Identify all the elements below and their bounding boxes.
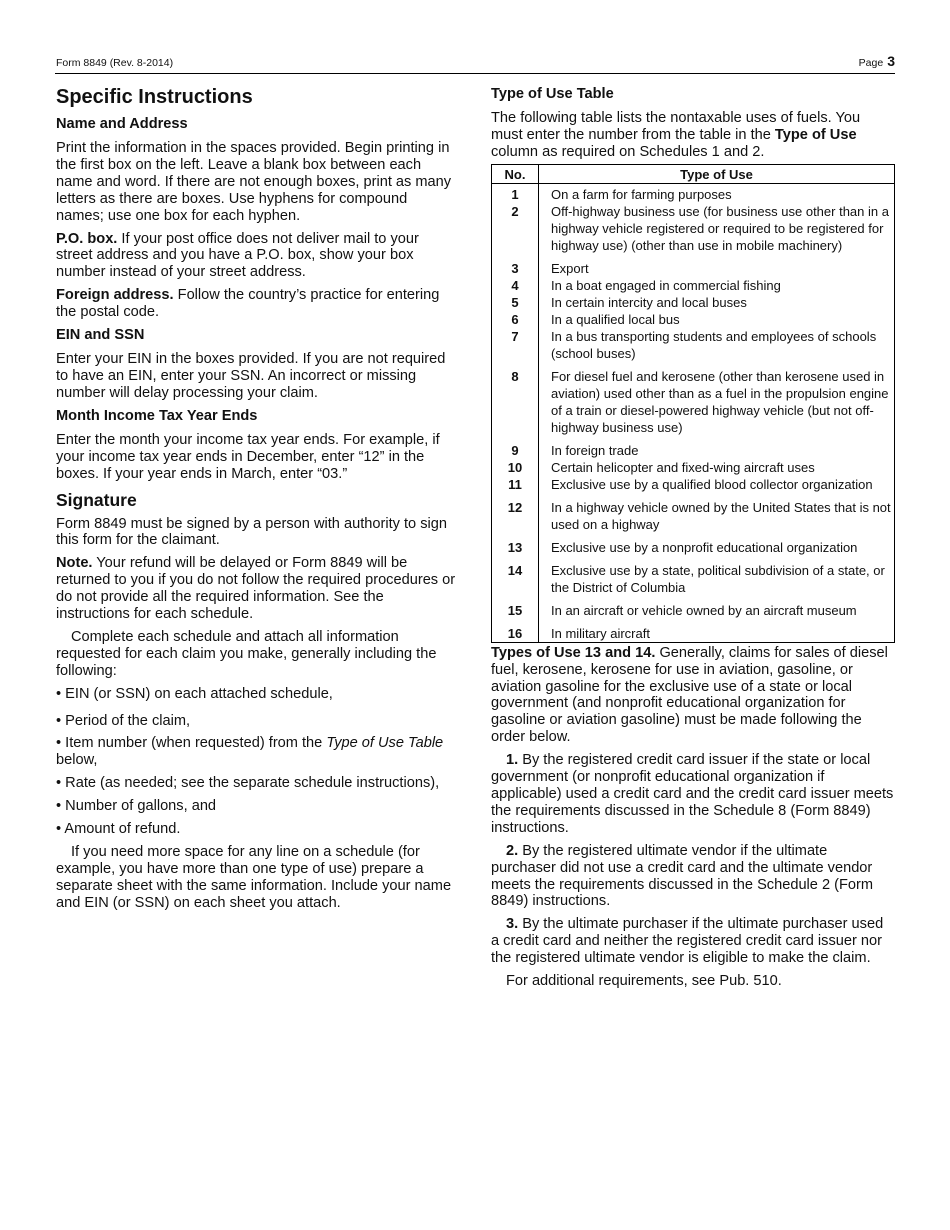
table-row	[492, 499, 895, 539]
row-type-of-use: On a farm for farming purposes	[551, 186, 732, 202]
foreign-address-paragraph	[56, 287, 456, 321]
row-number: 14	[492, 562, 539, 602]
order-item-2-text: By the registered ultimate vendor if the ultimate purchaser did not use a credit card and the ultimate vendor meets the requirements discussed in the Schedule 2 (Form 8849) instructions.	[491, 842, 874, 910]
table-intro	[491, 110, 895, 161]
row-number: 8	[492, 368, 539, 442]
table-intro-pre: The following table lists the nontaxable uses of fuels. You must enter the number from the table in the	[491, 110, 861, 143]
page-label: Page	[858, 57, 884, 69]
table-row	[492, 539, 895, 562]
table-row	[492, 277, 895, 294]
page-number: 3	[887, 53, 895, 69]
bullet-item-number	[56, 735, 456, 769]
additional-requirements: For additional requirements, see Pub. 510.	[506, 973, 782, 990]
bullet-refund: • Amount of refund.	[56, 821, 181, 838]
table-row	[492, 203, 895, 260]
types-13-14-paragraph	[491, 645, 895, 746]
table-header-row	[492, 164, 895, 183]
page-indicator	[859, 53, 895, 69]
complete-text: Complete each schedule and attach all information requested for each claim you make, generally including the following:	[56, 628, 437, 679]
row-type-of-use: In a bus transporting students and employees of schools (school buses)	[551, 328, 877, 361]
bullet-item-number-pre: • Item number (when requested) from the	[56, 735, 327, 752]
table-row	[492, 183, 895, 203]
table-intro-post: column as required on Schedules 1 and 2.	[491, 143, 765, 160]
bullet-rate: • Rate (as needed; see the separate schedule instructions),	[56, 775, 440, 792]
name-address-text: Print the information in the spaces provided. Begin printing in the first box on the left. Leave a blank box between each name and word. If there are not enough boxes, print as many letters as there are boxes. Use hyphens for compound names; use one box for each hyphen.	[56, 140, 452, 224]
row-number: 16	[492, 625, 539, 643]
table-row	[492, 311, 895, 328]
table-intro-bold: Type of Use	[774, 126, 857, 143]
note-paragraph	[56, 555, 456, 623]
header-rule	[55, 73, 895, 74]
row-type-of-use: In a qualified local bus	[551, 311, 680, 327]
row-number: 7	[492, 328, 539, 368]
table-title: Type of Use Table	[491, 86, 614, 102]
table-row	[492, 294, 895, 311]
po-box-paragraph	[56, 231, 456, 282]
left-column	[56, 84, 456, 918]
row-type-of-use: Exclusive use by a nonprofit educational organization	[551, 539, 858, 555]
col-header-no: No.	[492, 164, 539, 183]
order-item-3-num: 3.	[506, 916, 519, 933]
table-row	[492, 328, 895, 368]
table-row	[492, 368, 895, 442]
row-number: 12	[492, 499, 539, 539]
row-number: 13	[492, 539, 539, 562]
row-type-of-use: Exclusive use by a qualified blood collector organization	[551, 476, 873, 492]
month-text: Enter the month your income tax year ends. For example, if your income tax year ends in December, enter “12” in the boxes. If your year ends in March, enter “03.”	[56, 431, 440, 482]
signature-text: Form 8849 must be signed by a person with authority to sign this form for the claimant.	[56, 515, 447, 549]
row-number: 4	[492, 277, 539, 294]
order-item-1	[491, 752, 895, 837]
order-item-3-text: By the ultimate purchaser if the ultimate purchaser used a credit card and neither the registered credit card issuer nor the registered ultimate vendor is eligible to make the claim.	[491, 916, 884, 967]
row-type-of-use: Exclusive use by a state, political subdivision of a state, or the District of Columbia	[551, 562, 885, 595]
row-number: 3	[492, 260, 539, 277]
types-13-14-lead: Types of Use 13 and 14.	[491, 644, 656, 661]
order-item-1-text: By the registered credit card issuer if the state or local government (or nonprofit educational organization if applicable) used a credit card and the credit card issuer meets the requirements discussed in the Schedule 8 (Form 8849) instructions.	[491, 752, 894, 836]
row-number: 5	[492, 294, 539, 311]
section-title: Specific Instructions	[56, 86, 253, 108]
foreign-address-text: Follow the country’s practice for entering the postal code.	[56, 287, 440, 321]
note-text: Your refund will be delayed or Form 8849 will be returned to you if you do not follow the required procedures or do not provide all the required information. See the instructions for each schedule.	[56, 555, 456, 623]
po-box-text: If your post office does not deliver mail to your street address and you have a P.O. box, show your box number instead of your street address.	[56, 230, 419, 281]
form-label: Form 8849 (Rev. 8-2014)	[56, 57, 174, 69]
bullet-item-number-italic: Type of Use Table	[326, 735, 444, 752]
bullet-gallons: • Number of gallons, and	[56, 798, 217, 815]
row-type-of-use: In a highway vehicle owned by the United States that is not used on a highway	[551, 499, 891, 532]
table-row	[492, 562, 895, 602]
row-type-of-use: In an aircraft or vehicle owned by an aircraft museum	[551, 602, 857, 618]
types-13-14-text: Generally, claims for sales of diesel fuel, kerosene, kerosene for use in aviation, gasoline, or aviation gasoline for the exclusive use of a state or local government (and nonprofit educational organization for gasoline or aviation gasoline) must be made following the order below.	[491, 644, 888, 746]
row-number: 11	[492, 476, 539, 499]
ein-ssn-heading: EIN and SSN	[56, 327, 145, 344]
month-heading: Month Income Tax Year Ends	[56, 407, 258, 424]
signature-heading: Signature	[56, 489, 137, 510]
row-number: 9	[492, 442, 539, 459]
note-lead: Note.	[56, 555, 93, 572]
bullet-item-number-post: below,	[56, 752, 98, 769]
order-item-2	[491, 843, 895, 911]
order-item-3	[491, 916, 895, 967]
row-type-of-use: In a boat engaged in commercial fishing	[551, 277, 781, 293]
row-type-of-use: Certain helicopter and fixed-wing aircraft uses	[551, 459, 815, 475]
foreign-address-lead: Foreign address.	[56, 287, 174, 304]
row-type-of-use: In military aircraft	[551, 625, 650, 641]
row-number: 6	[492, 311, 539, 328]
table-row	[492, 260, 895, 277]
row-number: 10	[492, 459, 539, 476]
order-item-1-num: 1.	[506, 752, 519, 769]
row-type-of-use: In certain intercity and local buses	[551, 294, 747, 310]
row-type-of-use: Off-highway business use (for business use other than in a highway vehicle registered or required to be registered for highway use) (other than use in mobile machinery)	[551, 203, 889, 253]
more-space-text: If you need more space for any line on a schedule (for example, you have more than one type of use) prepare a separate sheet with the same information. Include your name and EIN (or SSN) on each sheet you attach.	[56, 844, 452, 911]
right-column	[491, 86, 895, 996]
bullet-period: • Period of the claim,	[56, 712, 191, 729]
col-header-type: Type of Use	[539, 164, 895, 183]
table-row	[492, 602, 895, 625]
table-row	[492, 442, 895, 459]
table-row	[492, 459, 895, 476]
row-type-of-use: Export	[551, 260, 589, 276]
row-number: 15	[492, 602, 539, 625]
row-number: 1	[492, 183, 539, 203]
row-number: 2	[492, 203, 539, 260]
ein-ssn-text: Enter your EIN in the boxes provided. If you are not required to have an EIN, enter your SSN. An incorrect or missing number will delay processing your claim.	[56, 351, 446, 401]
row-type-of-use: For diesel fuel and kerosene (other than kerosene used in aviation) used other than as a fuel in the propulsion engine of a train or diesel-powered highway vehicle (but not off-highway business use)	[551, 368, 889, 435]
name-address-heading: Name and Address	[56, 116, 188, 132]
po-box-lead: P.O. box.	[56, 230, 118, 247]
table-row	[492, 625, 895, 643]
table-row	[492, 476, 895, 499]
order-item-2-num: 2.	[506, 842, 519, 859]
row-type-of-use: In foreign trade	[551, 442, 639, 458]
bullet-ein: • EIN (or SSN) on each attached schedule,	[56, 685, 333, 702]
type-of-use-table	[491, 164, 895, 643]
